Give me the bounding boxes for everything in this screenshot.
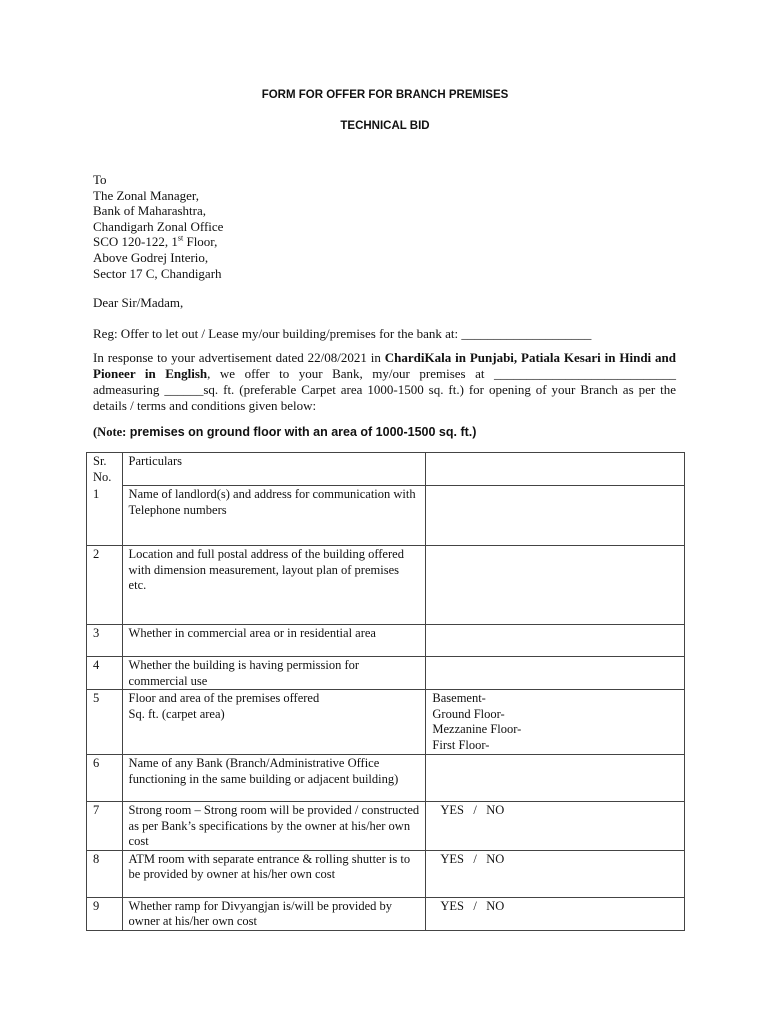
address-line: Bank of Maharashtra, [93,203,206,219]
table-row [87,625,685,657]
address-line: Sector 17 C, Chandigarh [93,265,222,281]
row-number: 7 [87,802,123,851]
floor-first: First Floor- [432,737,490,752]
yes-no-choice[interactable]: YES / NO [426,802,685,851]
address-to: To [93,172,107,187]
row-number: 2 [87,546,123,625]
offer-paragraph: In response to your advertisement dated 22/08/2021 in ChardiKala in Punjabi, Patiala Kesari in Hindi and Pioneer in English, we offer to your Bank, my/our premises at ____________________________ admeasuring ______sq. ft. (preferable Carpet area 1000-1500 sq. ft.) for opening of your Branch as per the details / terms and conditions given below: [93,350,677,413]
row-particular: Name of landlord(s) and address for communication with Telephone numbers [122,486,426,546]
table-row [87,657,685,690]
row-number: 8 [87,850,123,897]
address-line: The Zonal Manager, [93,187,199,203]
table-row [87,850,685,897]
row-particular: Name of any Bank (Branch/Administrative Office functioning in the same building or adjacent building) [122,755,426,802]
sr-header: Sr. No. [87,453,123,486]
floor-ground: Ground Floor- [432,706,505,721]
row-number: 4 [87,657,123,690]
particulars-header: Particulars [122,453,426,486]
table-row [87,897,685,930]
table-row [87,755,685,802]
value-cell[interactable] [426,625,685,657]
value-cell[interactable] [426,453,685,486]
row-number: 5 [87,690,123,755]
address-line: Above Godrej Interio, [93,249,209,265]
reg-line: Reg: Offer to let out / Lease my/our building/premises for the bank at: ____________________ [93,326,592,341]
note: (Note: premises on ground floor with an area of 1000-1500 sq. ft.) [93,425,477,439]
row-number: 9 [87,897,123,930]
value-cell[interactable] [426,657,685,690]
row-particular: Whether ramp for Divyangjan is/will be provided by owner at his/her own cost [122,897,426,930]
address-line: Chandigarh Zonal Office [93,218,224,234]
table-row [87,802,685,851]
yes-no-choice[interactable]: YES / NO [426,897,685,930]
salutation: Dear Sir/Madam, [93,295,184,310]
table-row [87,690,685,755]
value-cell[interactable] [426,546,685,625]
row-particular: Strong room – Strong room will be provided / constructed as per Bank’s specifications by the owner at his/her own cost [122,802,426,851]
details-table [86,452,685,931]
table-header-row [87,453,685,486]
value-cell[interactable] [426,755,685,802]
row-particular: Whether the building is having permission for commercial use [122,657,426,690]
row-particular: Location and full postal address of the building offered with dimension measurement, layout plan of premises etc. [122,546,426,625]
form-subtitle: TECHNICAL BID [340,120,430,132]
table-row [87,486,685,546]
table-row [87,546,685,625]
row-number: 1 [87,486,123,546]
floor-area-cell[interactable] [426,690,685,755]
value-cell[interactable] [426,486,685,546]
floor-basement: Basement- [432,691,486,705]
newspaper-names: ChardiKala in Punjabi, Patiala Kesari in Hindi and Pioneer in English [93,350,677,381]
address-line: SCO 120-122, 1st Floor, [93,234,218,250]
row-number: 6 [87,755,123,802]
row-particular: ATM room with separate entrance & rolling shutter is to be provided by owner at his/her own cost [122,850,426,897]
yes-no-choice[interactable]: YES / NO [426,850,685,897]
recipient-address [93,172,223,281]
row-particular: Whether in commercial area or in residential area [122,625,426,657]
row-number: 3 [87,625,123,657]
row-particular: Floor and area of the premises offered Sq. ft. (carpet area) [122,690,426,755]
floor-mezzanine: Mezzanine Floor- [432,722,522,736]
form-title: FORM FOR OFFER FOR BRANCH PREMISES [261,89,509,101]
